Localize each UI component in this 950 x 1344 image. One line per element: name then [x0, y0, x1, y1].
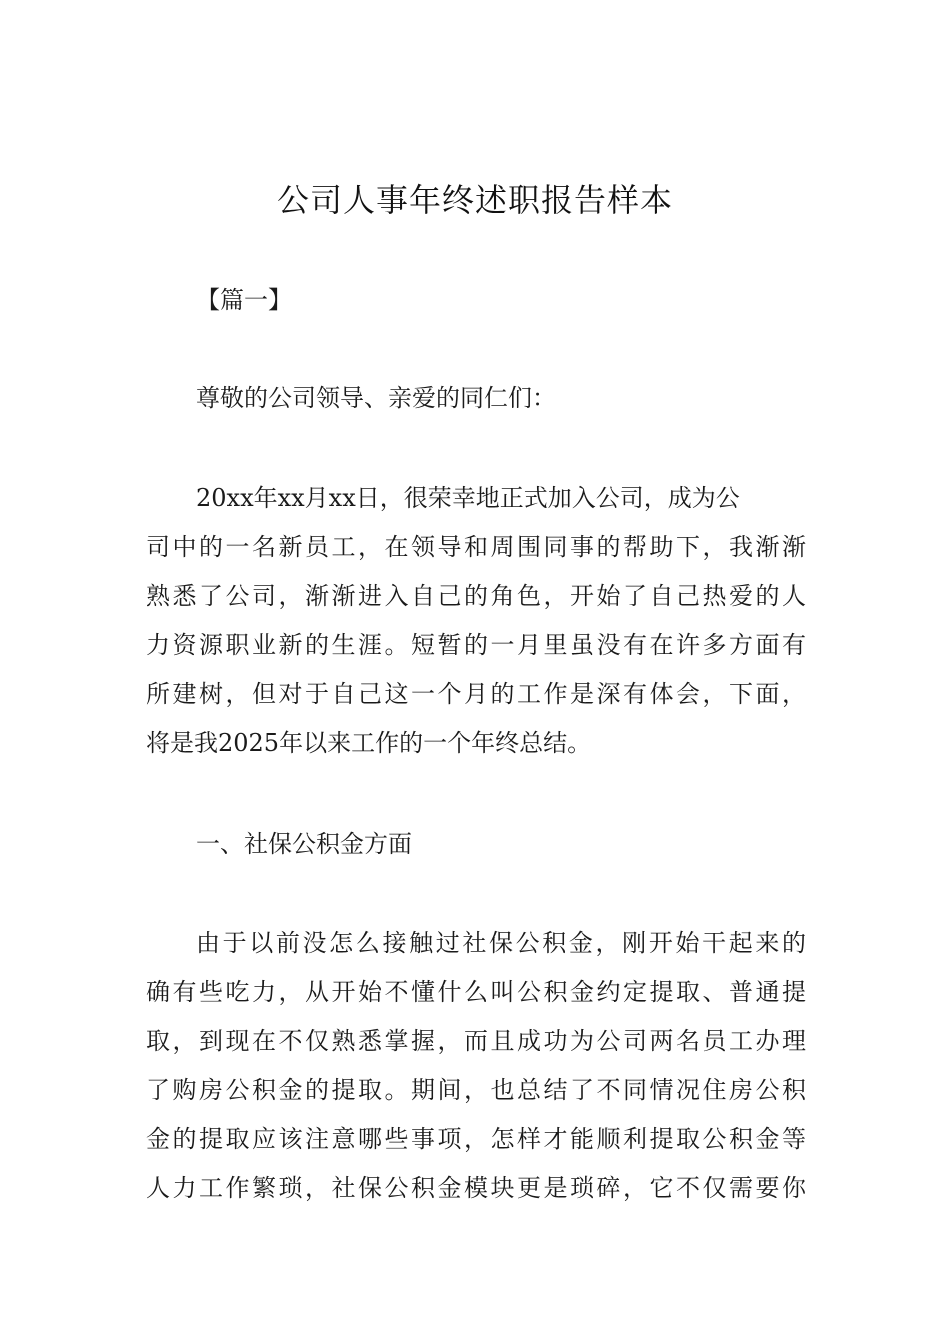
paragraph-line: 所建树，但对于自己这一个月的工作是深有体会，下面， [146, 680, 806, 708]
section-heading: 一、社保公积金方面 [196, 830, 412, 858]
paragraph-line: 了购房公积金的提取。期间，也总结了不同情况住房公积 [146, 1076, 806, 1104]
paragraph-line: 取，到现在不仅熟悉掌握，而且成功为公司两名员工办理 [146, 1027, 806, 1055]
section-label: 【篇一】 [196, 286, 292, 314]
paragraph-line: 20xx年xx月xx日，很荣幸地正式加入公司，成为公 [196, 484, 740, 512]
document-title: 公司人事年终述职报告样本 [276, 181, 673, 219]
paragraph-line: 确有些吃力，从开始不懂什么叫公积金约定提取、普通提 [146, 978, 806, 1006]
paragraph-line: 人力工作繁琐，社保公积金模块更是琐碎，它不仅需要你 [146, 1174, 806, 1202]
paragraph-line: 金的提取应该注意哪些事项，怎样才能顺利提取公积金等 [146, 1125, 806, 1153]
paragraph-line: 司中的一名新员工，在领导和周围同事的帮助下，我渐渐 [146, 533, 806, 561]
paragraph-line: 力资源职业新的生涯。短暂的一月里虽没有在许多方面有 [146, 631, 806, 659]
paragraph-line: 熟悉了公司，渐渐进入自己的角色，开始了自己热爱的人 [146, 582, 806, 610]
paragraph-line: 由于以前没怎么接触过社保公积金，刚开始干起来的 [196, 929, 806, 957]
salutation: 尊敬的公司领导、亲爱的同仁们： [196, 384, 556, 412]
paragraph-line: 将是我2025年以来工作的一个年终总结。 [146, 729, 592, 757]
